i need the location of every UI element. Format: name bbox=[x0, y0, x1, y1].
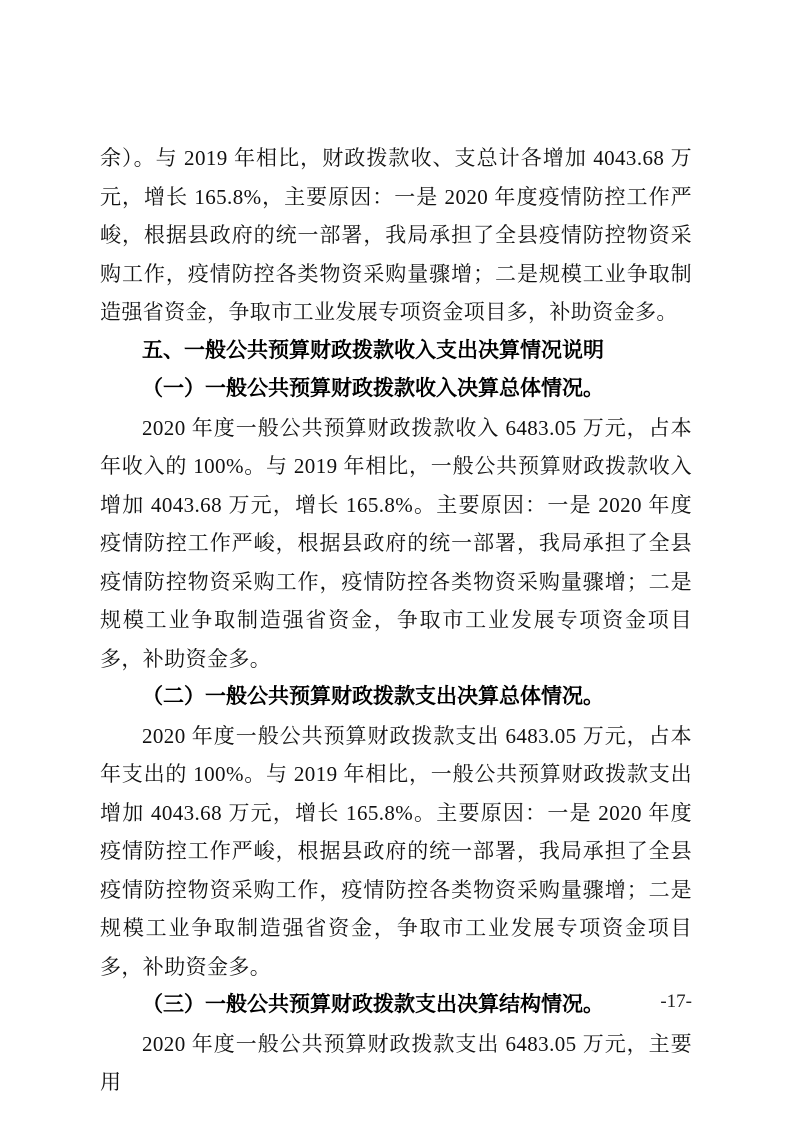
subsection-heading-3-expenditure-structure: （三）一般公共预算财政拨款支出决算结构情况。 bbox=[142, 993, 604, 1016]
body-paragraph-income-overview: 2020 年度一般公共预算财政拨款收入 6483.05 万元，占本年收入的 100%。与 2019 年相比，一般公共预算财政拨款收入增加 4043.68 万元，增长 165.8%。主要原因：一是 2020 年度疫情防控工作严峻，根据县政府的统一部署，我局承担了全县疫情防控物资采购工作，疫情防控各类物资采购量骤增；二是规模工业争取制造强省资金，争取市工业发展专项资金项目多，补助资金多。 bbox=[100, 415, 692, 671]
page-number: -17- bbox=[660, 991, 692, 1012]
section-heading-5: 五、一般公共预算财政拨款收入支出决算情况说明 bbox=[142, 338, 604, 362]
body-paragraph-expenditure-structure-partial: 2020 年度一般公共预算财政拨款支出 6483.05 万元，主要用 bbox=[100, 1031, 692, 1094]
subsection-heading-2-expenditure-overview: （二）一般公共预算财政拨款支出决算总体情况。 bbox=[142, 685, 604, 708]
document-body bbox=[100, 139, 692, 1102]
body-paragraph-expenditure-overview: 2020 年度一般公共预算财政拨款支出 6483.05 万元，占本年支出的 100%。与 2019 年相比，一般公共预算财政拨款支出增加 4043.68 万元，增长 165.8%。主要原因：一是 2020 年度疫情防控工作严峻，根据县政府的统一部署，我局承担了全县疫情防控物资采购工作，疫情防控各类物资采购量骤增；二是规模工业争取制造强省资金，争取市工业发展专项资金项目多，补助资金多。 bbox=[100, 723, 692, 979]
paragraph-continuation-from-previous-page: 余）。与 2019 年相比，财政拨款收、支总计各增加 4043.68 万元，增长 165.8%，主要原因：一是 2020 年度疫情防控工作严峻，根据县政府的统一部署，我局承担了全县疫情防控物资采购工作，疫情防控各类物资采购量骤增；二是规模工业争取制造强省资金，争取市工业发展专项资金项目多，补助资金多。 bbox=[100, 146, 692, 324]
subsection-heading-1-income-overview: （一）一般公共预算财政拨款收入决算总体情况。 bbox=[142, 377, 604, 400]
